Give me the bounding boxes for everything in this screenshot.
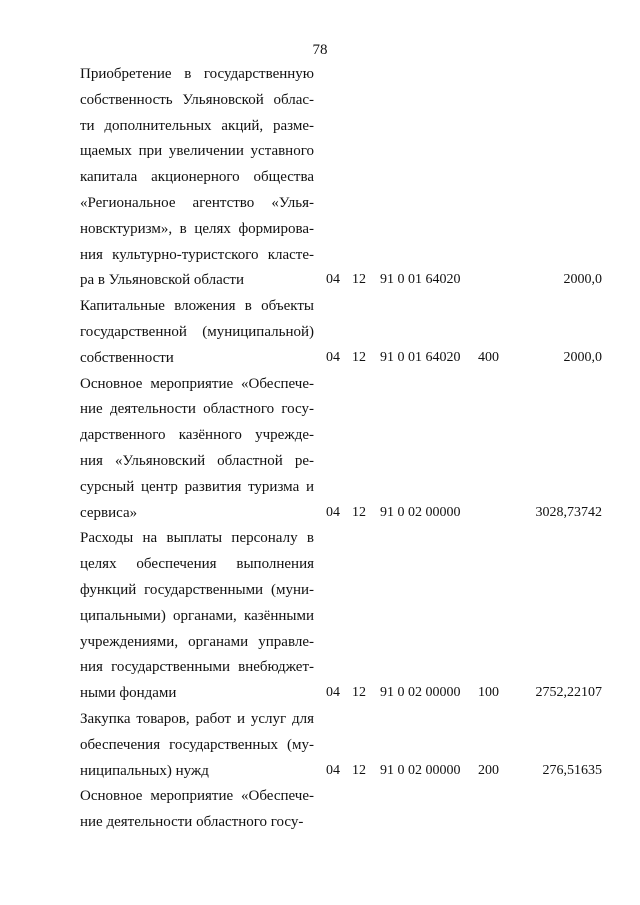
description-line: функций государственными (муни- [80,581,314,598]
description-line: ние деятельности областного госу- [80,401,314,418]
page-number: 78 [312,42,328,58]
amount-value: 3028,73742 [535,504,602,520]
section-code: 04 [326,349,340,365]
row-description [80,294,314,371]
description-line: государственной (муниципальной) [80,323,314,340]
description-line: новсктуризм», в целях формирова- [80,220,314,237]
expense-type-code: 400 [478,349,499,365]
budget-row [0,707,640,784]
description-line: Основное мероприятие «Обеспече- [80,375,314,392]
article-code: 91 0 02 00000 [380,762,461,778]
subsection-code: 12 [352,504,366,520]
section-code: 04 [326,762,340,778]
article-code: 91 0 01 64020 [380,349,461,365]
description-line: ниципальных) нужд [80,762,209,779]
row-description [80,526,314,707]
subsection-code: 12 [352,685,366,701]
description-line: ципальными) органами, казёнными [80,607,314,624]
section-code: 04 [326,504,340,520]
subsection-code: 12 [352,762,366,778]
article-code: 91 0 02 00000 [380,685,461,701]
article-code: 91 0 01 64020 [380,272,461,288]
row-description [80,784,314,836]
description-line: Основное мероприятие «Обеспече- [80,788,314,805]
section-code: 04 [326,272,340,288]
subsection-code: 12 [352,349,366,365]
description-line: щаемых при увеличении уставного [80,143,314,160]
description-line: целях обеспечения выполнения [80,556,314,573]
amount-value: 2752,22107 [535,685,602,701]
row-description [80,707,314,784]
budget-row [0,294,640,371]
subsection-code: 12 [352,272,366,288]
budget-row [0,526,640,707]
description-line: Закупка товаров, работ и услуг для [80,711,314,727]
description-line: собственности [80,349,174,366]
description-line: учреждениями, органами управле- [80,633,314,650]
article-code: 91 0 02 00000 [380,504,461,520]
description-line: ние деятельности областного госу- [80,814,304,831]
row-description [80,62,314,294]
description-line: Капитальные вложения в объекты [80,298,314,315]
section-code: 04 [326,685,340,701]
description-line: сурсный центр развития туризма и [80,478,314,495]
expense-type-code: 200 [478,762,499,778]
description-line: Расходы на выплаты персоналу в [80,530,314,547]
description-line: сервиса» [80,504,138,521]
description-line: ния «Ульяновский областной ре- [80,452,314,469]
description-line: собственность Ульяновской облас- [80,91,314,108]
row-description [80,372,314,527]
description-line: дарственного казённого учрежде- [80,427,314,444]
description-line: ния культурно-туристского класте- [80,246,314,263]
description-line: капитала акционерного общества [80,169,314,186]
description-line: ти дополнительных акций, разме- [80,117,314,134]
description-line: «Региональное агентство «Улья- [80,194,314,211]
amount-value: 276,51635 [542,762,602,778]
budget-row [0,62,640,294]
description-line: ра в Ульяновской области [80,272,245,289]
description-line: Приобретение в государственную [80,66,314,82]
amount-value: 2000,0 [563,272,602,288]
description-line: обеспечения государственных (му- [80,736,314,753]
expense-type-code: 100 [478,685,499,701]
budget-row [0,784,640,836]
description-line: ными фондами [80,685,177,702]
budget-row [0,372,640,527]
amount-value: 2000,0 [563,349,602,365]
description-line: ния государственными внебюджет- [80,659,314,676]
